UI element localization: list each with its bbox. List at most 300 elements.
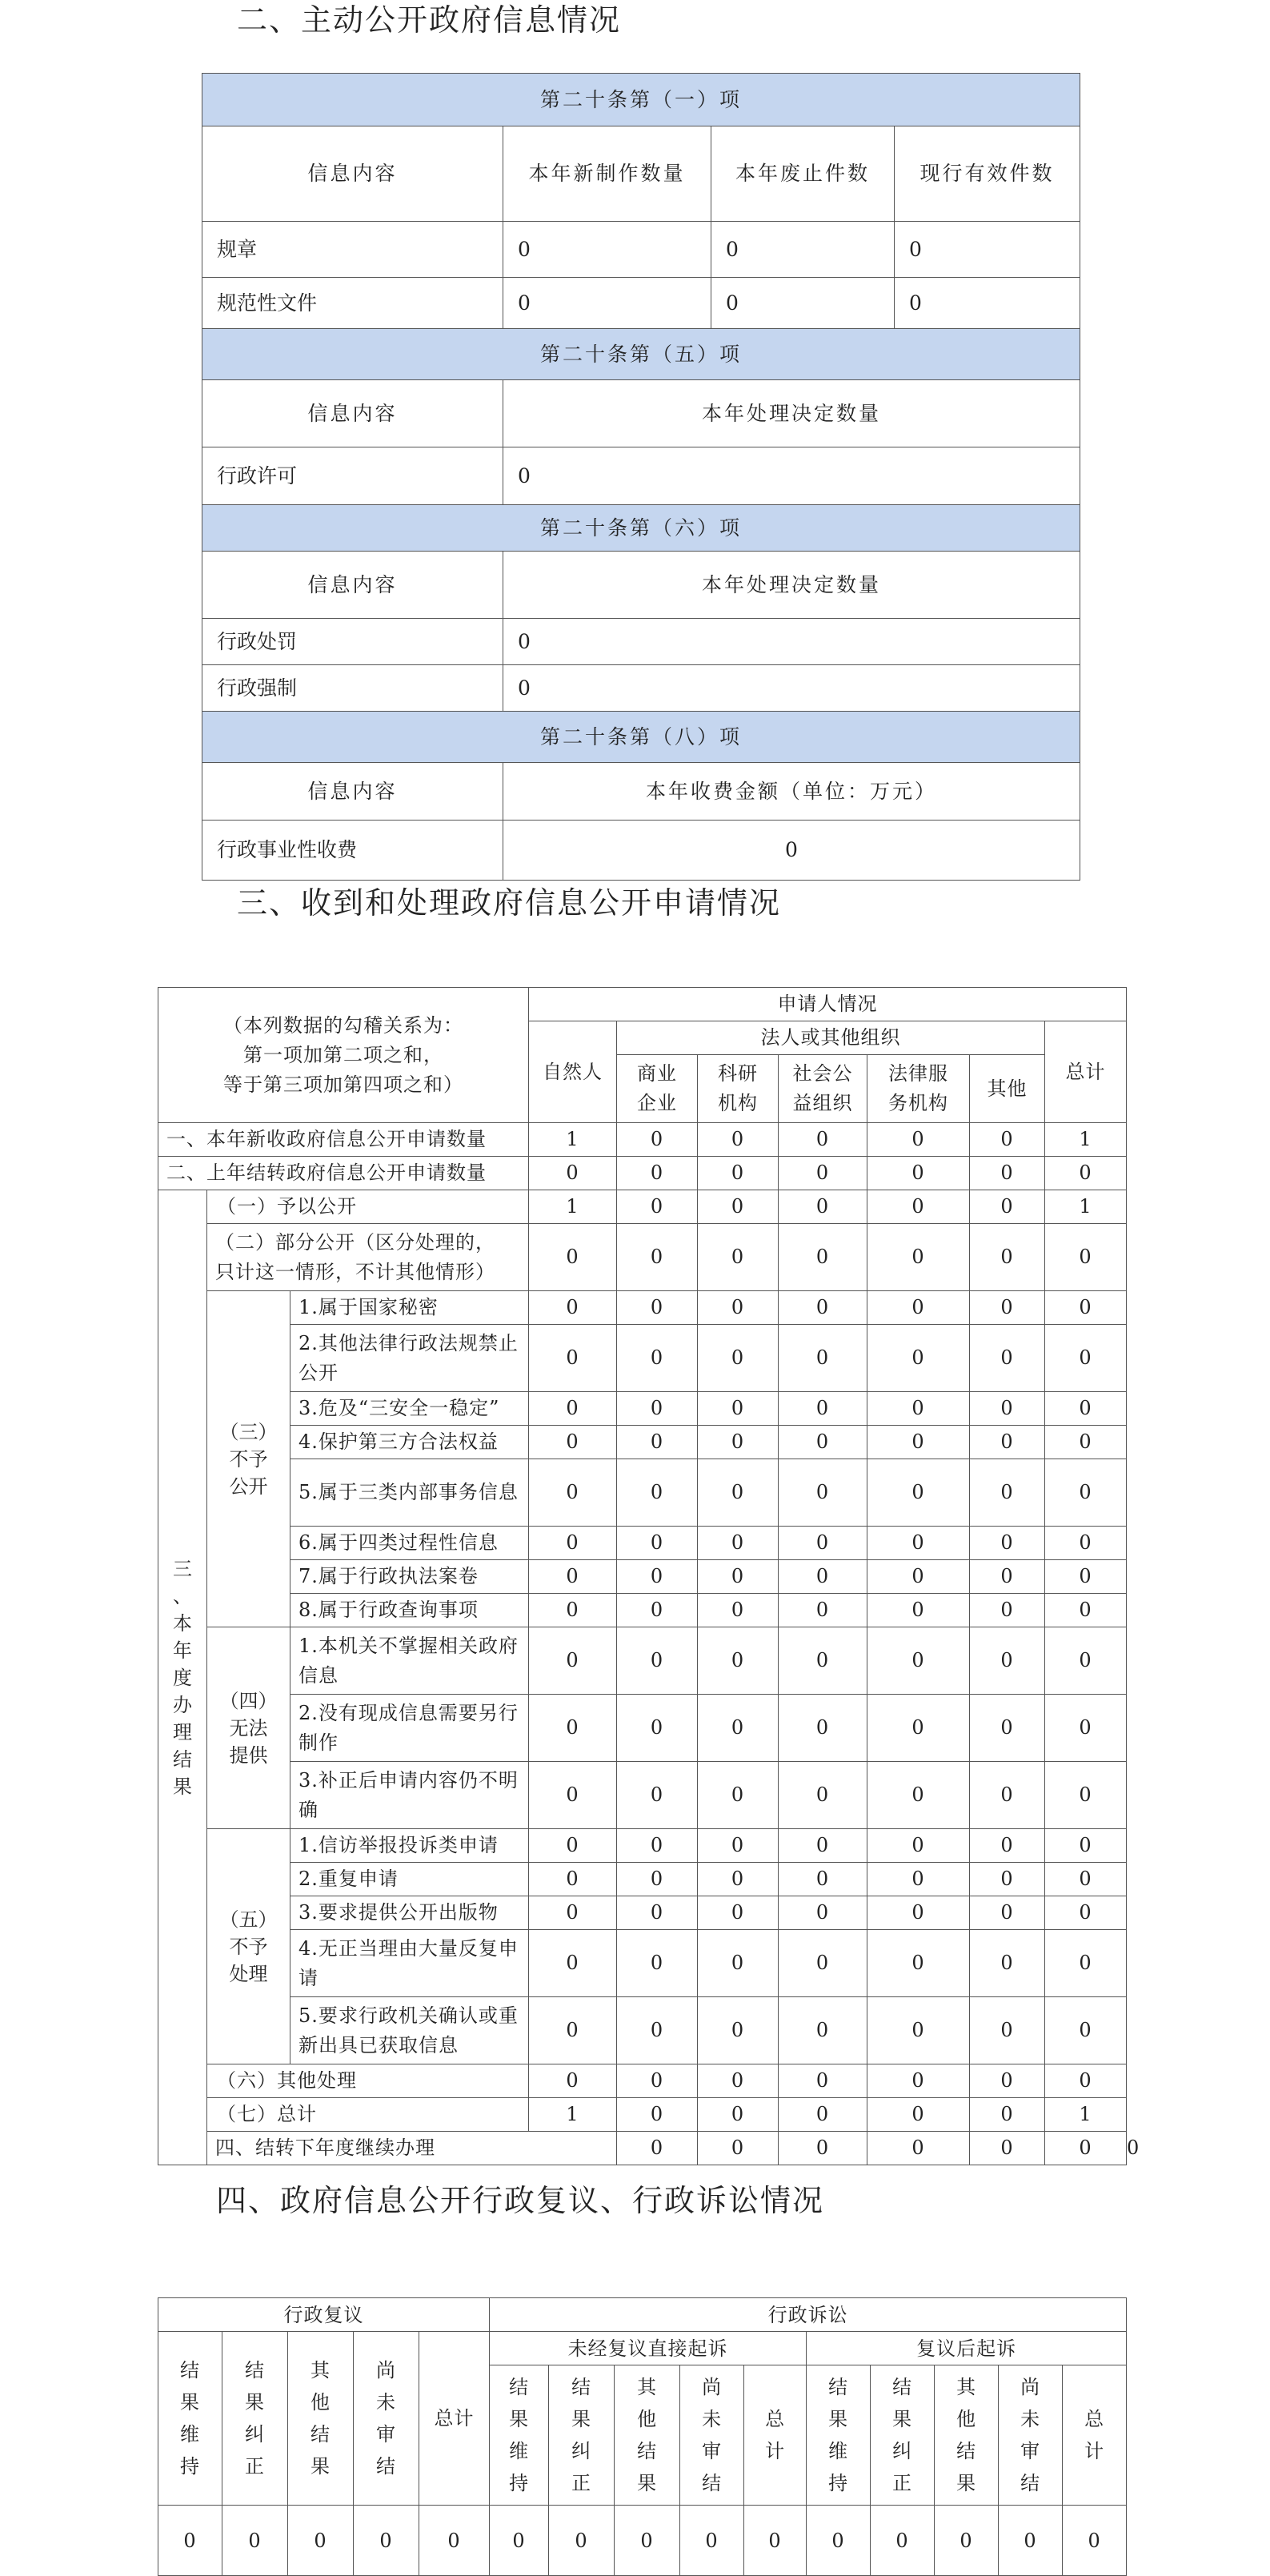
lit-col [935,2365,999,2506]
after-review-header: 复议后起诉 [807,2332,1127,2365]
cell-value: 0 [698,1627,779,1695]
row-label: 5.要求行政机关确认或重新出具已获取信息 [290,1997,529,2064]
cell-value: 0 [895,222,1080,278]
cell-value: 0 [1045,1224,1127,1291]
table-row [158,1762,1127,1829]
applicant-header: 申请人情况 [529,988,1127,1021]
cell-value: 0 [1045,1392,1127,1426]
vchar: 果 [637,2472,658,2494]
table-row [158,1997,1127,2064]
cell-value: 0 [895,278,1080,329]
cell-value: 0 [698,1459,779,1527]
col-line: 法律服 [888,1062,949,1085]
group-label-no-process [207,1829,290,2064]
vchar: 审 [376,2423,396,2446]
cell-value: 0 [711,222,895,278]
cell-value: 0 [617,1829,698,1863]
vchar: 审 [702,2440,723,2462]
block-title: 第二十条第（一）项 [202,74,1080,126]
vchar: 计 [765,2440,786,2462]
cell-value: 0 [867,1863,970,1896]
cell-value: 0 [970,1190,1045,1224]
cell-value: 0 [779,1291,867,1325]
vchar: 未 [376,2391,396,2413]
vchar: 结 [245,2359,265,2381]
cell-value: 0 [970,1527,1045,1560]
row-label: 四、结转下年度继续办理 [207,2132,617,2165]
vchar: 结 [702,2472,723,2494]
col-line: 机构 [718,1092,759,1114]
cell-value: 0 [617,1190,698,1224]
col-business [617,1055,698,1123]
vline: 处理 [229,1962,268,1985]
cell-value: 0 [779,1762,867,1829]
cell-value: 0 [970,1459,1045,1527]
row-label: （七）总计 [207,2098,529,2132]
review-col [158,2332,222,2506]
cell-value: 0 [529,1594,617,1627]
cell-value: 0 [617,1224,698,1291]
block-title: 第二十条第（六）项 [202,505,1080,552]
cell-value: 0 [867,1157,970,1190]
cell-value: 0 [617,1325,698,1392]
cell-value: 0 [779,1560,867,1594]
cell-value: 0 [1045,1863,1127,1896]
cell-value: 0 [999,2506,1063,2576]
cell-value: 0 [617,1527,698,1560]
cell-value: 0 [867,1426,970,1459]
review-col-total: 总计 [419,2332,490,2506]
block-title: 第二十条第（八）项 [202,712,1080,763]
vchar: 果 [180,2391,200,2413]
table-row [158,1325,1127,1392]
vchar: 果 [828,2408,849,2430]
vchar: 维 [509,2440,530,2462]
cell-value: 0 [617,1426,698,1459]
vchar: 尚 [376,2359,396,2381]
cell-value: 0 [970,1560,1045,1594]
section4-heading: 四、政府信息公开行政复议、行政诉讼情况 [216,2183,825,2218]
vchar: 正 [571,2472,592,2494]
lit-col-total [1063,2365,1127,2506]
cell-value: 1 [529,1123,617,1157]
review-col [354,2332,419,2506]
cell-value: 0 [617,1695,698,1762]
corner-note-line: 第一项加第二项之和， [243,1043,443,1066]
vline: 提供 [229,1743,268,1767]
cell-value: 0 [529,1459,617,1527]
cell-value: 0 [529,1896,617,1930]
vchar: 三 [173,1557,192,1580]
table-row [158,1930,1127,1997]
col-natural-person: 自然人 [529,1021,617,1123]
vchar: 果 [173,1775,192,1798]
col-header: 本年新制作数量 [503,126,711,222]
vchar: 未 [702,2408,723,2430]
vchar: 正 [892,2472,913,2494]
cell-value: 0 [1045,1459,1127,1527]
corner-note-line: 等于第三项加第四项之和） [223,1073,463,1096]
table-row [158,1392,1127,1426]
vchar: 结 [310,2423,331,2446]
cell-value: 0 [867,1627,970,1695]
cell-value: 0 [1045,1695,1127,1762]
cell-value: 0 [1045,1829,1127,1863]
row-label: 行政许可 [202,447,503,505]
cell-value: 0 [529,1527,617,1560]
cell-value: 0 [970,1896,1045,1930]
cell-value: 0 [779,1123,867,1157]
lit-col [807,2365,871,2506]
vline: 无法 [229,1716,268,1739]
vchar: 结 [1020,2472,1041,2494]
cell-value: 0 [867,1695,970,1762]
cell-value: 0 [867,1997,970,2064]
section2-heading: 二、主动公开政府信息情况 [237,2,622,38]
table-row [158,1695,1127,1762]
cell-value: 0 [970,1829,1045,1863]
cell-value: 0 [867,1762,970,1829]
row-label: 7.属于行政执法案卷 [290,1560,529,1594]
legal-entity-header: 法人或其他组织 [617,1021,1045,1055]
row-label: 3.要求提供公开出版物 [290,1896,529,1930]
cell-value: 0 [698,1392,779,1426]
vchar: 办 [173,1693,192,1716]
row-label: （六）其他处理 [207,2064,529,2098]
cell-value: 0 [698,1560,779,1594]
cell-value: 0 [970,1762,1045,1829]
cell-value: 0 [698,1190,779,1224]
row-label: 1.属于国家秘密 [290,1291,529,1325]
cell-value: 0 [698,1291,779,1325]
cell-value: 0 [970,1123,1045,1157]
table-row [158,1627,1127,1695]
cell-value: 0 [617,1560,698,1594]
cell-value: 0 [867,1930,970,1997]
cell-value: 0 [779,2064,867,2098]
vline: 不予 [229,1935,268,1958]
cell-value: 0 [779,1527,867,1560]
cell-value: 0 [698,1527,779,1560]
cell-value: 0 [867,1896,970,1930]
cell-value: 0 [970,1695,1045,1762]
cell-value: 0 [617,2064,698,2098]
cell-value: 0 [1045,1157,1127,1190]
table-row [158,1829,1127,1863]
vchar: 总 [1084,2408,1105,2430]
vchar: 结 [509,2376,530,2398]
cell-value: 0 [529,1695,617,1762]
vchar: 本 [173,1611,192,1635]
table-row [158,1426,1127,1459]
vchar: 结 [571,2376,592,2398]
cell-value: 0 [779,1695,867,1762]
cell-value: 0 [529,1325,617,1392]
vchar: 结 [173,1747,192,1771]
cell-value: 0 [698,1863,779,1896]
vchar: 结 [637,2440,658,2462]
cell-value: 0 [867,1325,970,1392]
cell-value: 0 [1045,1325,1127,1392]
vchar: 果 [956,2472,977,2494]
vline: （五） [219,1908,278,1931]
cell-value: 0 [1045,2064,1127,2098]
cell-value: 0 [867,2064,970,2098]
cell-value: 0 [529,1224,617,1291]
cell-value: 0 [1045,2132,1127,2165]
row-label: 4.无正当理由大量反复申请 [290,1930,529,1997]
col-other: 其他 [970,1055,1045,1123]
review-col [288,2332,354,2506]
col-header: 信息内容 [202,552,503,619]
cell-value: 0 [779,1627,867,1695]
col-header: 本年处理决定数量 [503,380,1080,447]
cell-value: 0 [867,1392,970,1426]
cell-value: 0 [1045,1426,1127,1459]
table-row [158,1291,1127,1325]
vchar: 其 [637,2376,658,2398]
cell-value: 0 [617,1291,698,1325]
cell-value: 0 [698,1224,779,1291]
col-research [698,1055,779,1123]
row-label: 1.本机关不掌握相关政府信息 [290,1627,529,1695]
cell-value: 0 [867,1291,970,1325]
cell-value: 0 [779,1930,867,1997]
litigation-header: 行政诉讼 [490,2298,1127,2332]
cell-value: 0 [529,1997,617,2064]
cell-value: 0 [970,1930,1045,1997]
col-line: 企业 [637,1092,678,1114]
vline: 公开 [229,1475,268,1498]
vchar: 结 [956,2440,977,2462]
cell-value: 0 [779,1190,867,1224]
table-row [158,2506,1127,2576]
cell-value: 0 [680,2506,744,2576]
cell-value: 0 [615,2506,680,2576]
row-label [207,1224,529,1291]
row-label: 行政强制 [202,665,503,712]
col-line: 社会公 [792,1062,853,1085]
vchar: 其 [956,2376,977,2398]
cell-value: 0 [529,1560,617,1594]
table-row [158,1896,1127,1930]
table-row [158,1459,1127,1527]
cell-value: 0 [503,619,1080,665]
table-row [158,1527,1127,1560]
table-row: 四、结转下年度继续办理 0 0 0 0 0 0 0 [158,2132,1127,2165]
group-label-not-open [207,1291,290,1627]
vchar: 果 [509,2408,530,2430]
cell-value: 0 [779,1896,867,1930]
cell-value: 0 [711,278,895,329]
block-title: 第二十条第（五）项 [202,329,1080,380]
col-header: 本年处理决定数量 [503,552,1080,619]
cell-value: 0 [617,1863,698,1896]
cell-value: 0 [698,1695,779,1762]
cell-value: 0 [529,1762,617,1829]
cell-value: 0 [779,1594,867,1627]
vchar: 维 [180,2423,200,2446]
row-label: 8.属于行政查询事项 [290,1594,529,1627]
row-label: 规章 [202,222,503,278]
cell-value: 0 [867,1190,970,1224]
cell-value: 0 [529,1392,617,1426]
vchar: 果 [571,2408,592,2430]
cell-value: 0 [779,1863,867,1896]
cell-value: 0 [970,1997,1045,2064]
cell-value: 0 [529,2064,617,2098]
cell-value: 0 [1045,1291,1127,1325]
cell-value: 0 [698,1896,779,1930]
col-header: 信息内容 [202,763,503,821]
row-label: 二、上年结转政府信息公开申请数量 [158,1157,529,1190]
vchar: 尚 [702,2376,723,2398]
row-label-line: （二）部分公开（区分处理的， [215,1230,495,1254]
cell-value: 1 [1045,1190,1127,1224]
cell-value: 0 [779,1829,867,1863]
col-line: 商业 [637,1062,678,1085]
cell-value: 0 [698,1762,779,1829]
row-label: 规范性文件 [202,278,503,329]
cell-value: 0 [288,2506,354,2576]
col-header: 现行有效件数 [895,126,1080,222]
cell-value: 0 [529,1930,617,1997]
cell-value: 0 [970,1224,1045,1291]
vchar: 他 [637,2408,658,2430]
cell-value: 0 [354,2506,419,2576]
cell-value: 0 [970,1325,1045,1392]
cell-value: 0 [1063,2506,1127,2576]
vchar: 他 [310,2391,331,2413]
cell-value: 0 [970,2098,1045,2132]
cell-value: 0 [1045,1762,1127,1829]
cell-value: 0 [490,2506,549,2576]
cell-value: 0 [970,1291,1045,1325]
cell-value: 0 [419,2506,490,2576]
section3-heading: 三、收到和处理政府信息公开申请情况 [237,885,782,921]
cell-value: 0 [222,2506,288,2576]
vchar: 理 [173,1720,192,1743]
vchar: 持 [509,2472,530,2494]
cell-value: 0 [779,2098,867,2132]
cell-value: 0 [970,1426,1045,1459]
cell-value: 0 [529,1863,617,1896]
cell-value: 0 [1045,1594,1127,1627]
lit-col [490,2365,549,2506]
vchar: 未 [1020,2408,1041,2430]
cell-value: 0 [698,1426,779,1459]
cell-value: 0 [871,2506,935,2576]
corner-note [158,988,529,1123]
vchar: 计 [1084,2440,1105,2462]
lit-col [615,2365,680,2506]
vchar: 果 [245,2391,265,2413]
vchar: 纠 [892,2440,913,2462]
vchar: 结 [180,2359,200,2381]
cell-value: 0 [1045,1930,1127,1997]
cell-value: 0 [617,1762,698,1829]
cell-value: 0 [529,1291,617,1325]
cell-value: 0 [779,1997,867,2064]
cell-value: 1 [529,2098,617,2132]
cell-value: 0 [970,1627,1045,1695]
col-total: 总计 [1045,1021,1127,1123]
cell-value: 0 [970,2064,1045,2098]
cell-value: 0 [779,1426,867,1459]
cell-value: 0 [698,1325,779,1392]
cell-value: 0 [1045,1627,1127,1695]
cell-value: 0 [617,1930,698,1997]
cell-value: 0 [867,1829,970,1863]
cell-value: 0 [1045,1896,1127,1930]
review-litigation-table [158,2297,1127,2576]
review-header: 行政复议 [158,2298,490,2332]
cell-value: 0 [867,2132,970,2165]
row-label-line: 只计这一情形，不计其他情形） [215,1260,495,1283]
row-label: 3.补正后申请内容仍不明确 [290,1762,529,1829]
cell-value: 0 [503,447,1080,505]
application-table [158,987,1140,2165]
row-label: 行政处罚 [202,619,503,665]
vchar: 审 [1020,2440,1041,2462]
cell-value: 0 [867,1594,970,1627]
direct-suit-header: 未经复议直接起诉 [490,2332,807,2365]
col-line: 科研 [718,1062,759,1085]
vchar: 、 [173,1584,192,1607]
col-header: 本年收费金额（单位：万元） [503,763,1080,821]
vline: （四） [219,1689,278,1712]
col-social [779,1055,867,1123]
cell-value: 0 [698,2098,779,2132]
lit-col [549,2365,615,2506]
cell-value: 0 [617,1627,698,1695]
cell-value: 1 [529,1190,617,1224]
vchar: 果 [892,2408,913,2430]
cell-value: 0 [698,1829,779,1863]
table-row [158,1560,1127,1594]
lit-col [999,2365,1063,2506]
cell-value: 0 [970,1594,1045,1627]
lit-col-total [744,2365,807,2506]
cell-value: 0 [529,1157,617,1190]
cell-value: 0 [529,1627,617,1695]
table-row [158,2098,1127,2132]
vchar: 年 [173,1639,192,1662]
cell-value: 0 [970,1863,1045,1896]
col-header: 信息内容 [202,126,503,222]
proactive-disclosure-table [202,73,1080,881]
vchar: 他 [956,2408,977,2430]
cell-value: 0 [807,2506,871,2576]
cell-value: 0 [503,665,1080,712]
cell-value: 1 [1045,2098,1127,2132]
cell-value: 0 [529,1829,617,1863]
row-label: 3.危及“三安全一稳定” [290,1392,529,1426]
vchar: 正 [245,2455,265,2478]
table-row [158,1157,1127,1190]
cell-value: 0 [779,2132,867,2165]
table-row [158,1190,1127,1224]
review-col [222,2332,288,2506]
vchar: 结 [376,2455,396,2478]
cell-value: 0 [779,1157,867,1190]
table-row [158,2064,1127,2098]
cell-value: 0 [867,1123,970,1157]
col-line: 益组织 [792,1092,853,1114]
vchar: 结 [892,2376,913,2398]
cell-value: 0 [698,2132,779,2165]
row-label: 2.其他法律行政法规禁止公开 [290,1325,529,1392]
